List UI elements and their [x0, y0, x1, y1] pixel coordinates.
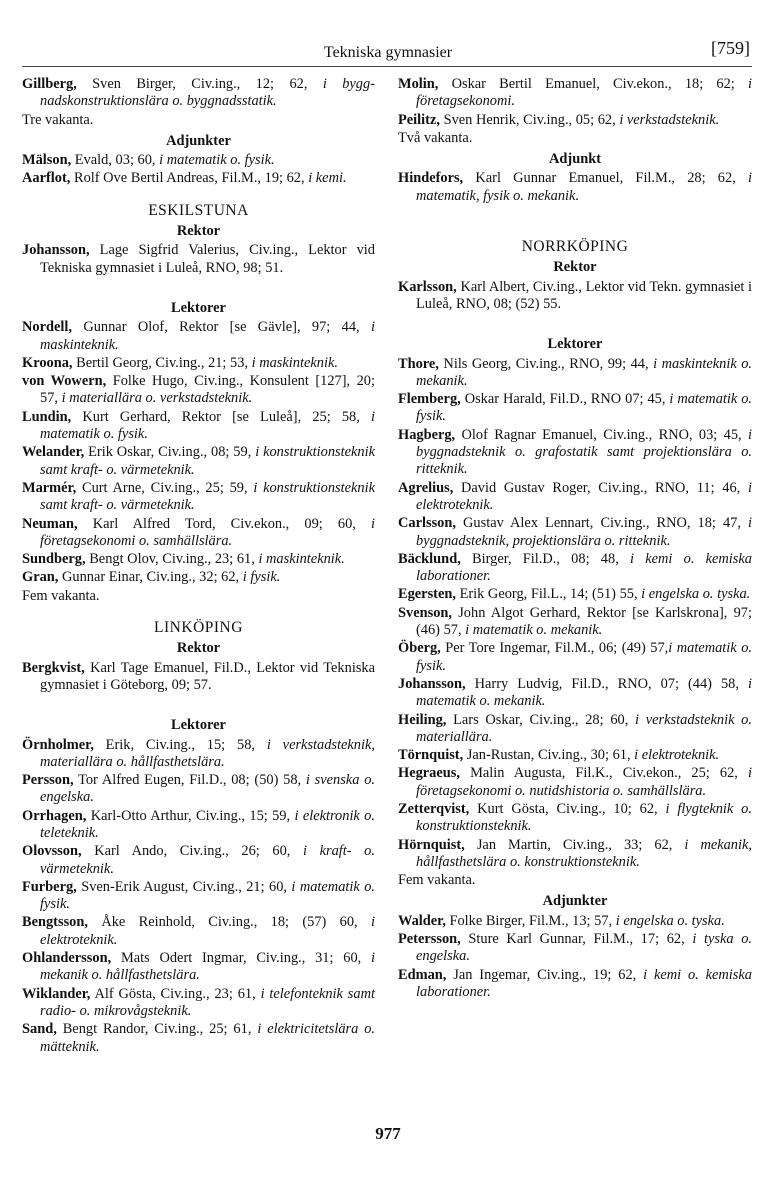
staff-details: Gunnar Olof, Rektor [se Gävle], 97; 44, [83, 319, 371, 336]
header-rule [22, 66, 752, 67]
staff-surname: Orrhagen, [22, 807, 87, 824]
staff-surname: Molin, [398, 76, 439, 92]
spacer [398, 314, 752, 332]
staff-surname: Edman, [398, 966, 447, 983]
staff-surname: Hörnquist, [398, 836, 465, 853]
staff-entry [398, 170, 752, 205]
staff-surname: Wiklander, [22, 985, 91, 1002]
staff-entry [398, 967, 752, 1002]
staff-entry [22, 879, 375, 914]
spacer [398, 206, 752, 224]
staff-details: Erik Oskar, Civ.ing., 08; 59, [88, 444, 256, 461]
staff-entry [398, 427, 752, 479]
role-heading: Rektor [176, 223, 221, 240]
staff-subjects: i mekanik, hållfasthetslära o. konstruktionsteknik. [416, 836, 752, 870]
staff-subjects: i verkstadsteknik. [619, 111, 720, 128]
staff-entry [22, 444, 375, 479]
vacancy-note: Fem vakanta. [398, 872, 476, 889]
staff-entry [22, 950, 375, 985]
staff-surname: Ohlandersson, [22, 950, 112, 967]
staff-subjects: i kemi o. kemiska laborationer. [416, 966, 752, 1000]
staff-entry [398, 765, 752, 800]
staff-surname: Kroona, [22, 354, 73, 371]
staff-entry [22, 1021, 375, 1056]
staff-details: Harry Ludvig, Fil.D., RNO, 07; (44) 58, [474, 675, 748, 692]
staff-entry [22, 660, 375, 695]
city-heading: ESKILSTUNA [148, 201, 249, 219]
staff-entry [22, 373, 375, 408]
staff-surname: Sand, [22, 1021, 57, 1038]
staff-entry [22, 76, 375, 111]
staff-surname: Gran, [22, 569, 59, 586]
staff-subjects: i kraft- o. värmeteknik. [40, 843, 375, 877]
staff-subjects: i verkstadsteknik, materiallära o. hållfasthetslära. [40, 736, 375, 770]
staff-surname: Mälson, [22, 152, 72, 169]
staff-details: Nils Georg, Civ.ing., RNO, 99; 44, [443, 355, 654, 372]
staff-surname: Marmér, [22, 479, 77, 496]
staff-surname: Lundin, [22, 408, 72, 425]
staff-details: Alf Gösta, Civ.ing., 23; 61, [94, 985, 261, 1002]
staff-subjects: i fysik. [242, 569, 281, 586]
staff-subjects: i materiallära o. verkstadsteknik. [61, 390, 253, 407]
staff-surname: Thore, [398, 355, 439, 372]
staff-entry [22, 843, 375, 878]
staff-details: Lars Oskar, Civ.ing., 28; 60, [453, 711, 636, 728]
staff-entry [398, 112, 752, 129]
staff-subjects: i elektricitetslära o. mätteknik. [40, 1021, 375, 1055]
staff-surname: Törnquist, [398, 747, 464, 764]
staff-surname: Bengtsson, [22, 914, 88, 931]
staff-details: Sven Birger, Civ.ing., 12; 62, [92, 76, 323, 92]
staff-details: John Algot Gerhard, Rektor [se Karlskrona], 97; (46) 57, [416, 604, 752, 639]
staff-subjects: i telefonteknik samt radio- o. mikrovågsteknik. [40, 985, 375, 1019]
role-heading: Rektor [553, 259, 597, 276]
staff-entry [22, 772, 375, 807]
vacancy-note: Fem vakanta. [22, 587, 100, 604]
staff-surname: Gillberg, [22, 76, 77, 92]
staff-entry [22, 409, 375, 444]
staff-subjects: i engelska o. tyska. [641, 586, 751, 603]
staff-surname: Bäcklund, [398, 550, 461, 567]
staff-entry [398, 605, 752, 640]
staff-details: Sven-Erik August, Civ.ing., 21; 60, [81, 878, 292, 895]
staff-subjects: i svenska o. engelska. [40, 772, 375, 806]
role-heading: Rektor [176, 640, 221, 657]
staff-surname: Agrelius, [398, 479, 454, 496]
staff-subjects: i byggnadskonstruktionslära o. byggnadsstatik. [40, 76, 375, 110]
role-heading: Lektorer [171, 717, 226, 734]
city-heading: NORRKÖPING [521, 238, 629, 256]
staff-entry [398, 586, 752, 603]
staff-details: Olof Ragnar Emanuel, Civ.ing., RNO, 03; 45, [461, 426, 748, 443]
staff-details: Evald, 03; 60, [74, 152, 160, 169]
staff-surname: Hindefors, [398, 170, 464, 187]
staff-surname: Johansson, [398, 675, 466, 692]
staff-surname: Johansson, [22, 242, 90, 259]
staff-entry [398, 279, 752, 314]
staff-subjects: i elektroteknik. [634, 747, 720, 764]
staff-entry [398, 515, 752, 550]
staff-details: Kurt Gerhard, Rektor [se Luleå], 25; 58, [82, 408, 371, 425]
staff-subjects: i matematik o. mekanik. [465, 622, 603, 639]
staff-surname: Karlsson, [398, 278, 457, 295]
staff-subjects: i matematik o. fysik. [416, 391, 753, 425]
staff-entry [22, 986, 375, 1021]
role-heading: Adjunkter [542, 893, 608, 910]
staff-subjects: i konstruktionsteknik samt kraft- o. värmeteknik. [40, 444, 375, 478]
staff-subjects: i flygteknik o. konstruktionsteknik. [416, 800, 752, 835]
staff-details: Sture Karl Gunnar, Fil.M., 17; 62, [468, 931, 693, 948]
staff-entry [398, 551, 752, 586]
staff-details: Karl-Otto Arthur, Civ.ing., 15; 59, [90, 807, 295, 824]
staff-surname: Egersten, [398, 586, 456, 603]
staff-details: Karl Tage Emanuel, Fil.D., Lektor vid Tekniska gymnasiet i Göteborg, 09; 57. [40, 659, 375, 693]
staff-details: Malin Augusta, Fil.K., Civ.ekon., 25; 62, [470, 765, 748, 782]
staff-details: Tor Alfred Eugen, Fil.D., 08; (50) 58, [78, 772, 306, 789]
right-column [398, 76, 752, 1002]
staff-surname: Hagberg, [398, 426, 456, 443]
staff-details: Rolf Ove Bertil Andreas, Fil.M., 19; 62, [73, 170, 309, 187]
staff-entry [398, 837, 752, 872]
staff-entry [22, 480, 375, 515]
staff-surname: Petersson, [398, 931, 461, 948]
staff-surname: Olovsson, [22, 843, 82, 860]
role-heading: Lektorer [171, 299, 226, 316]
staff-entry [22, 319, 375, 354]
staff-subjects: i företagsekonomi o. nutidshistoria o. samhällslära. [416, 765, 752, 799]
staff-subjects: i konstruktionsteknik samt kraft- o. värmeteknik. [40, 479, 376, 514]
staff-entry [398, 913, 752, 930]
staff-details: Curt Arne, Civ.ing., 25; 59, [81, 479, 254, 496]
staff-surname: Carlsson, [398, 515, 456, 532]
staff-subjects: i kemi. [308, 170, 347, 187]
staff-subjects: i engelska o. tyska. [615, 912, 725, 929]
staff-subjects: i mekanik o. hållfasthetslära. [40, 950, 375, 984]
staff-subjects: i matematik, fysik o. mekanik. [416, 170, 752, 204]
staff-entry [22, 242, 375, 277]
staff-surname: Nordell, [22, 319, 72, 336]
staff-entry [398, 480, 752, 515]
staff-surname: Peilitz, [398, 111, 440, 128]
staff-surname: Walder, [398, 912, 446, 929]
staff-details: Sven Henrik, Civ.ing., 05; 62, [443, 111, 620, 128]
vacancy-note: Två vakanta. [398, 129, 473, 146]
staff-details: Bengt Randor, Civ.ing., 25; 61, [62, 1021, 258, 1038]
staff-details: Folke Birger, Fil.M., 13; 57, [449, 912, 616, 929]
staff-entry [22, 152, 375, 169]
staff-entry [22, 551, 375, 568]
staff-surname: Heiling, [398, 711, 447, 728]
staff-entry [22, 516, 375, 551]
staff-surname: Hegraeus, [398, 765, 460, 782]
staff-details: Karl Ando, Civ.ing., 26; 60, [94, 843, 303, 860]
staff-details: Kurt Gösta, Civ.ing., 10; 62, [477, 800, 666, 817]
role-heading: Lektorer [547, 336, 603, 353]
staff-subjects: i elektronik o. teleteknik. [40, 807, 375, 841]
staff-details: Jan-Rustan, Civ.ing., 30; 61, [466, 747, 635, 764]
staff-entry [398, 747, 752, 764]
staff-details: Gustav Alex Lennart, Civ.ing., RNO, 18; 47, [463, 515, 748, 532]
staff-details: Bengt Olov, Civ.ing., 23; 61, [89, 551, 259, 568]
staff-details: Lage Sigfrid Valerius, Civ.ing., Lektor vid Tekniska gymnasiet i Luleå, RNO, 98; 51. [40, 242, 375, 276]
spacer [22, 278, 375, 296]
staff-subjects: i maskinteknik. [251, 354, 338, 371]
staff-details: Jan Ingemar, Civ.ing., 19; 62, [453, 966, 644, 983]
staff-details: Karl Gunnar Emanuel, Fil.M., 28; 62, [475, 170, 748, 187]
staff-entry [22, 737, 375, 772]
staff-entry [22, 808, 375, 843]
staff-details: Birger, Fil.D., 08; 48, [472, 550, 631, 567]
staff-details: Folke Hugo, Civ.ing., Konsulent [127], 20; 57, [40, 373, 375, 407]
staff-details: Bertil Georg, Civ.ing., 21; 53, [76, 354, 252, 371]
staff-subjects: i matematik o. fysik. [40, 408, 375, 443]
staff-entry [22, 355, 375, 372]
staff-entry [398, 640, 752, 675]
staff-details: Erik Georg, Fil.L., 14; (51) 55, [459, 586, 642, 603]
staff-surname: Neuman, [22, 515, 78, 532]
staff-surname: Flemberg, [398, 391, 461, 408]
staff-details: Oskar Harald, Fil.D., RNO 07; 45, [464, 391, 670, 408]
spacer [22, 695, 375, 713]
staff-entry [398, 391, 752, 426]
staff-surname: Bergkvist, [22, 659, 85, 676]
staff-entry [22, 170, 375, 187]
staff-details: Karl Alfred Tord, Civ.ekon., 09; 60, [92, 515, 371, 532]
staff-details: Oskar Bertil Emanuel, Civ.ekon., 18; 62; [451, 76, 748, 92]
staff-subjects: i elektroteknik. [416, 479, 752, 513]
staff-subjects: i elektroteknik. [40, 914, 375, 948]
vacancy-note: Tre vakanta. [22, 111, 94, 128]
staff-surname: Öberg, [398, 640, 441, 657]
staff-details: Karl Albert, Civ.ing., Lektor vid Tekn. gymnasiet i Luleå, RNO, 08; (52) 55. [416, 278, 752, 312]
staff-entry [398, 676, 752, 711]
staff-subjects: i tyska o. engelska. [416, 931, 752, 965]
staff-entry [398, 712, 752, 747]
staff-details: Åke Reinhold, Civ.ing., 18; (57) 60, [101, 914, 371, 931]
staff-details: Gunnar Einar, Civ.ing., 32; 62, [62, 569, 243, 586]
staff-subjects: i matematik o. fysik. [416, 640, 752, 674]
staff-subjects: i matematik o. fysik. [40, 878, 375, 913]
role-heading: Adjunkt [549, 151, 601, 168]
staff-surname: Örnholmer, [22, 736, 94, 753]
staff-subjects: i maskinteknik o. mekanik. [416, 355, 752, 389]
staff-entry [398, 801, 752, 836]
staff-entry [398, 76, 752, 111]
staff-surname: von Wowern, [22, 373, 107, 390]
staff-surname: Persson, [22, 772, 74, 789]
city-heading: LINKÖPING [154, 619, 243, 637]
page-number: 977 [375, 1124, 401, 1143]
staff-surname: Aarflot, [22, 170, 71, 187]
staff-subjects: i matematik o. mekanik. [416, 675, 752, 710]
staff-details: Erik, Civ.ing., 15; 58, [105, 736, 267, 753]
staff-subjects: i maskinteknik. [258, 551, 345, 568]
staff-subjects: i verkstadsteknik o. materiallära. [416, 711, 752, 745]
staff-entry [398, 356, 752, 391]
staff-details: David Gustav Roger, Civ.ing., RNO, 11; 46, [461, 479, 748, 496]
staff-surname: Furberg, [22, 878, 77, 895]
staff-surname: Zetterqvist, [398, 800, 470, 817]
running-header-title: Tekniska gymnasier [323, 44, 453, 61]
staff-entry [22, 569, 375, 586]
staff-details: Jan Martin, Civ.ing., 33; 62, [476, 836, 685, 853]
running-header-page-bracket: [759] [711, 38, 750, 58]
left-column [22, 76, 375, 1057]
staff-surname: Welander, [22, 444, 85, 461]
staff-surname: Sundberg, [22, 551, 86, 568]
role-heading: Adjunkter [166, 132, 231, 149]
staff-subjects: i matematik o. fysik. [159, 152, 275, 169]
staff-subjects: i byggnadsteknik o. grafostatik samt projektionslära o. ritteknik. [416, 426, 752, 478]
staff-entry [398, 931, 752, 966]
staff-details: Per Tore Ingemar, Fil.M., 06; (49) 57, [445, 640, 669, 657]
staff-subjects: i kemi o. kemiska laborationer. [416, 550, 752, 585]
staff-subjects: i företagsekonomi o. samhällslära. [40, 515, 375, 549]
staff-details: Mats Odert Ingmar, Civ.ing., 31; 60, [120, 950, 371, 967]
staff-surname: Svenson, [398, 604, 452, 621]
staff-subjects: i företagsekonomi. [416, 76, 752, 110]
staff-subjects: i maskinteknik. [40, 319, 375, 353]
staff-entry [22, 914, 375, 949]
staff-subjects: i byggnadsteknik, projektionslära o. ritteknik. [416, 515, 752, 549]
